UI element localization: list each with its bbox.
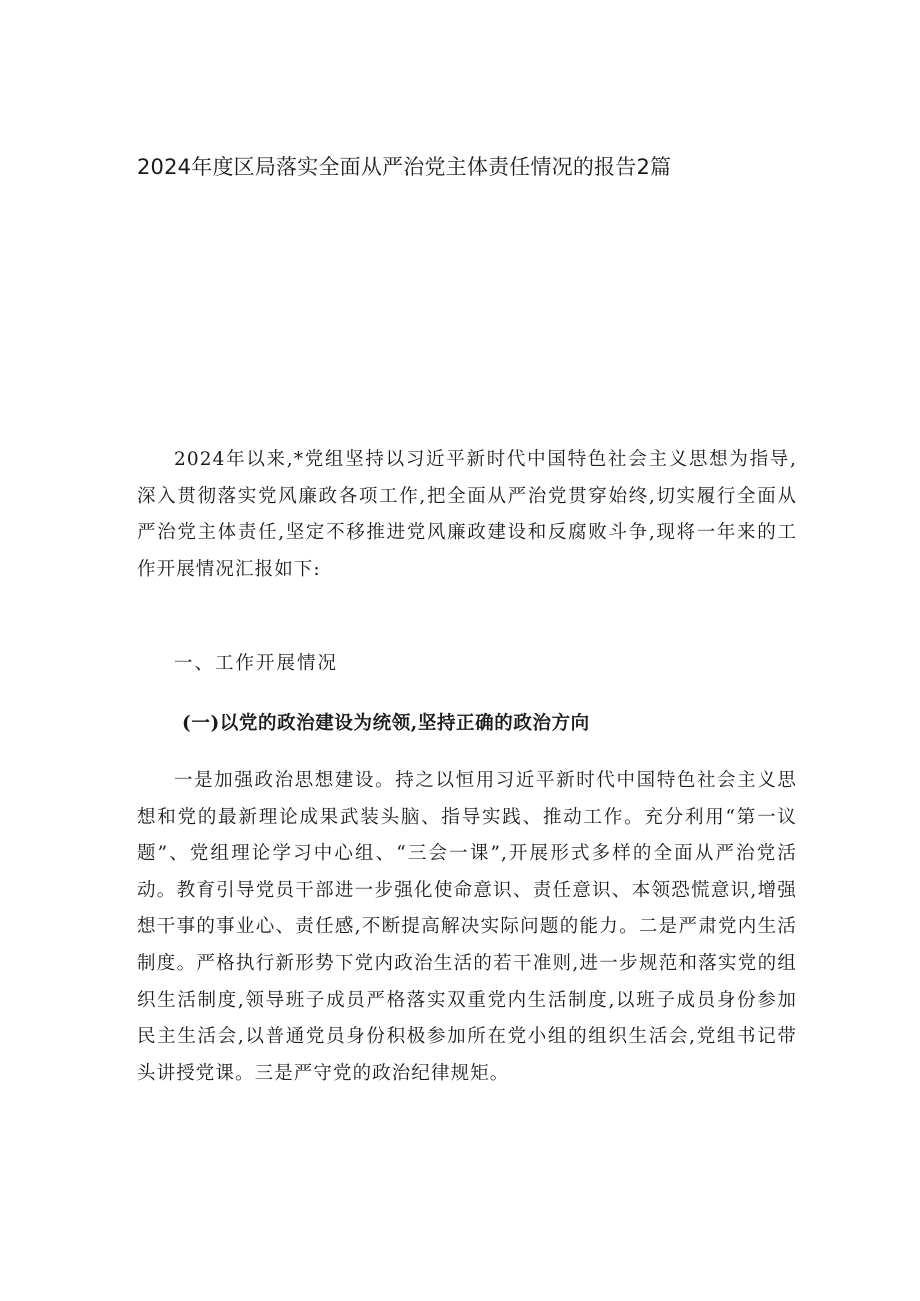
section-heading xyxy=(137,646,834,682)
intro-paragraph-block xyxy=(137,442,797,588)
document-title: 2024年度区局落实全面从严治党主体责任情况的报告2篇 xyxy=(137,155,672,179)
subsection-heading-text: (一)以党的政治建设为统领,坚持正确的政治方向 xyxy=(182,713,590,734)
section-heading-text: 一、工作开展情况 xyxy=(174,653,339,674)
intro-paragraph: 2024年以来,*党组坚持以习近平新时代中国特色社会主义思想为指导,深入贯彻落实党风廉政各项工作,把全面从严治党贯穿始终,切实履行全面从严治党主体责任,坚定不移推进党风廉政建设和反腐败斗争,现将一年来的工作开展情况汇报如下: xyxy=(137,449,797,580)
subsection-paragraph: 一是加强政治思想建设。持之以恒用习近平新时代中国特色社会主义思想和党的最新理论成果武装头脑、指导实践、推动工作。充分利用“第一议题”、党组理论学习中心组、“三会一课”,开展形式多样的全面从严治党活动。教育引导党员干部进一步强化使命意识、责任意识、本领恐慌意识,增强想干事的事业心、责任感,不断提高解决实际问题的能力。二是严肃党内生活制度。严格执行新形势下党内政治生活的若干准则,进一步规范和落实党的组织生活制度,领导班子成员严格落实双重党内生活制度,以班子成员身份参加民主生活会,以普通党员身份积极参加所在党小组的组织生活会,党组书记带头讲授党课。三是严守党的政治纪律规矩。 xyxy=(137,770,797,1084)
subsection-heading xyxy=(137,706,842,742)
subsection-paragraph-block xyxy=(137,763,797,1092)
